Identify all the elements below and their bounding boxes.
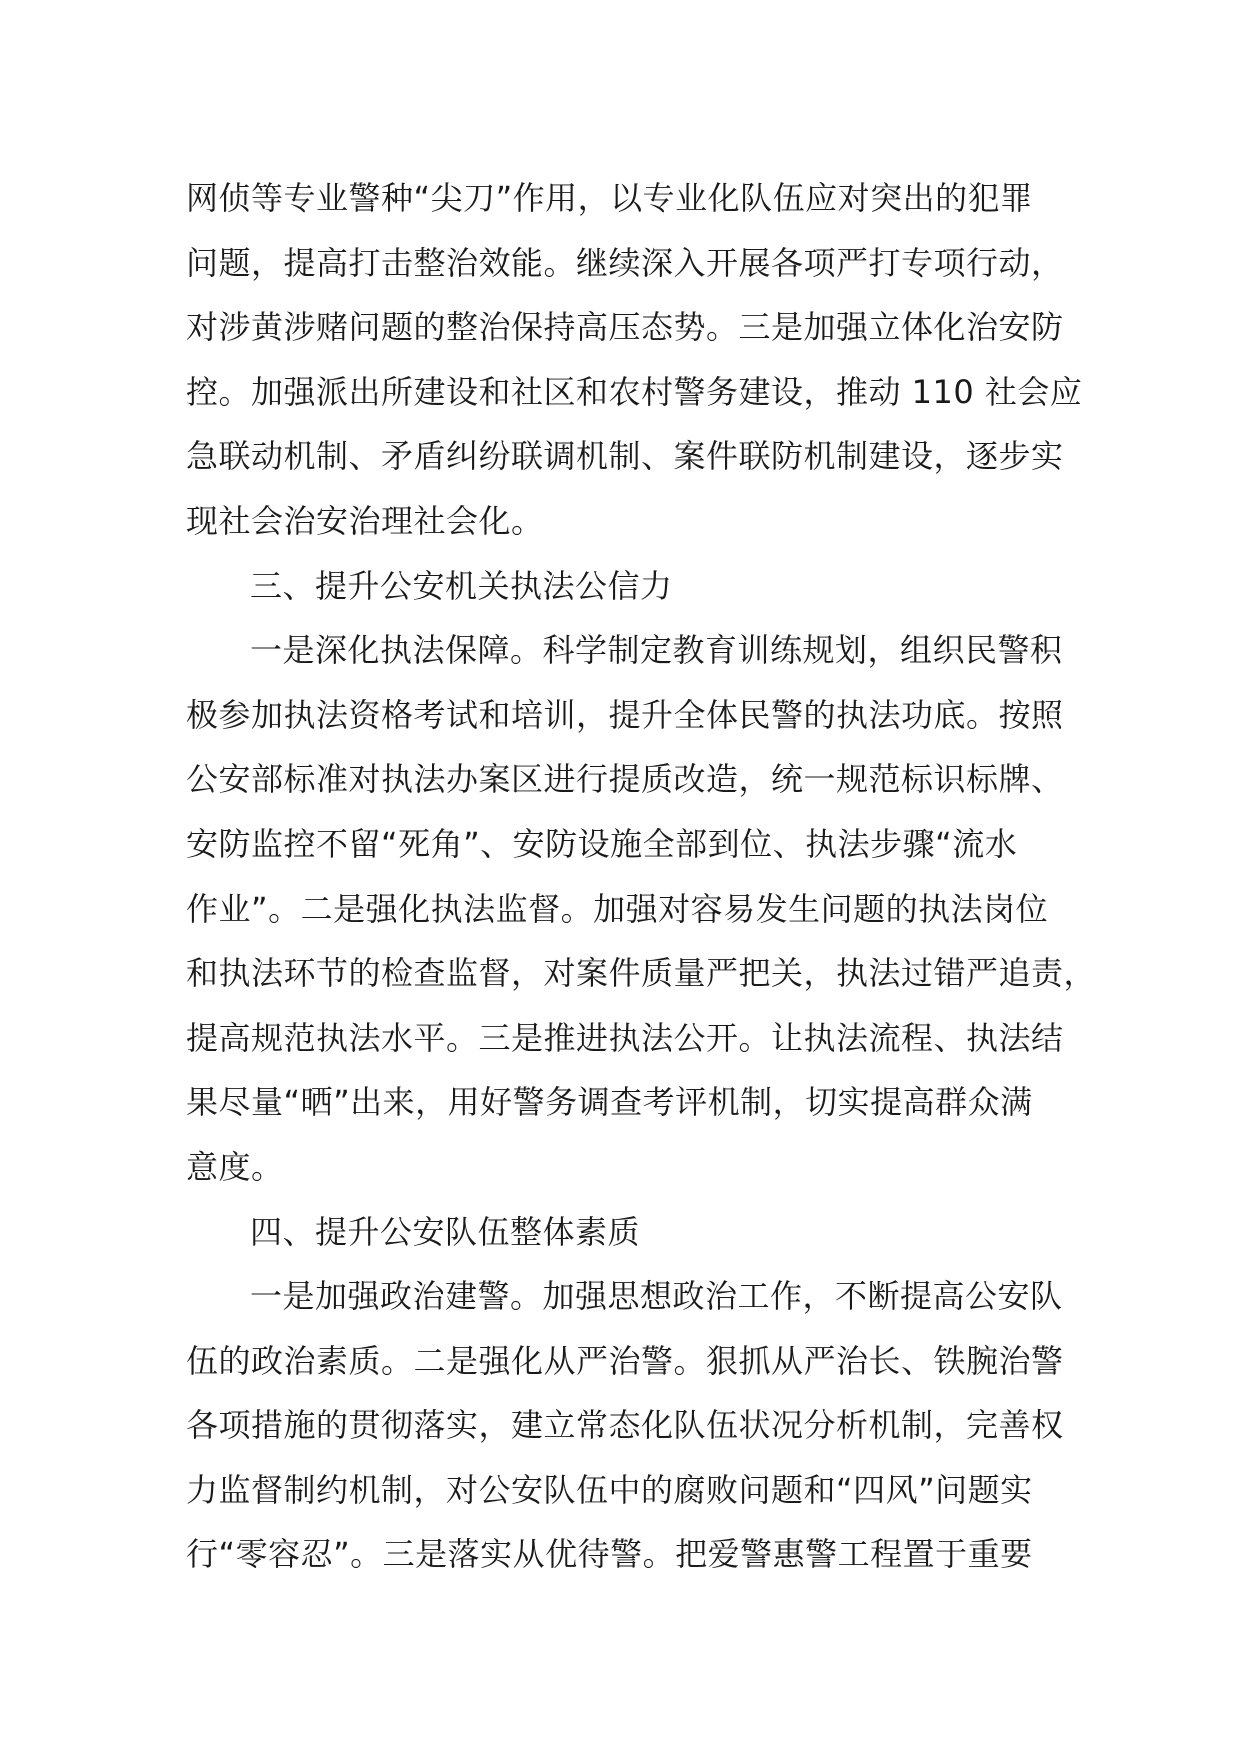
body-line: 意度。 [186, 1147, 284, 1186]
body-line: 果尽量“晒”出来，用好警务调查考评机制，切实提高群众满 [186, 1083, 1033, 1122]
paragraph-first-line: 一是深化执法保障。科学制定教育训练规划，组织民警积 [250, 631, 1063, 670]
body-line: 作业”。二是强化执法监督。加强对容易发生问题的执法岗位 [186, 889, 1049, 928]
document-body [186, 166, 1097, 1587]
paragraph-first-line: 一是加强政治建警。加强思想政治工作，不断提高公安队 [250, 1277, 1063, 1316]
body-line: 问题，提高打击整治效能。继续深入开展各项严打专项行动， [186, 243, 1064, 282]
body-line: 公安部标准对执法办案区进行提质改造，统一规范标识标牌、 [186, 760, 1064, 799]
section-heading-3: 三、提升公安机关执法公信力 [250, 566, 673, 605]
body-line: 极参加执法资格考试和培训，提升全体民警的执法功底。按照 [186, 695, 1064, 734]
body-line: 行“零容忍”。三是落实从优待警。把爱警惠警工程置于重要 [186, 1535, 1033, 1574]
body-line: 力监督制约机制，对公安队伍中的腐败问题和“四风”问题实 [186, 1470, 1033, 1509]
body-line: 控。加强派出所建设和社区和农村警务建设，推动 110 社会应 [186, 372, 1083, 411]
body-line: 对涉黄涉赌问题的整治保持高压态势。三是加强立体化治安防 [186, 308, 1064, 347]
body-line: 和执法环节的检查监督，对案件质量严把关，执法过错严追责， [186, 954, 1097, 993]
body-line: 提高规范执法水平。三是推进执法公开。让执法流程、执法结 [186, 1018, 1064, 1057]
body-line: 安防监控不留“死角”、安防设施全部到位、执法步骤“流水 [186, 824, 1018, 863]
body-line: 网侦等专业警种“尖刀”作用，以专业化队伍应对突出的犯罪 [186, 179, 1033, 217]
body-line: 伍的政治素质。二是强化从严治警。狠抓从严治长、铁腕治警 [186, 1341, 1064, 1380]
body-line: 各项措施的贯彻落实，建立常态化队伍状况分析机制，完善权 [186, 1406, 1064, 1445]
section-heading-4: 四、提升公安队伍整体素质 [250, 1212, 641, 1251]
body-line: 现社会治安治理社会化。 [186, 501, 544, 540]
body-line: 急联动机制、矛盾纠纷联调机制、案件联防机制建设，逐步实 [186, 437, 1064, 476]
